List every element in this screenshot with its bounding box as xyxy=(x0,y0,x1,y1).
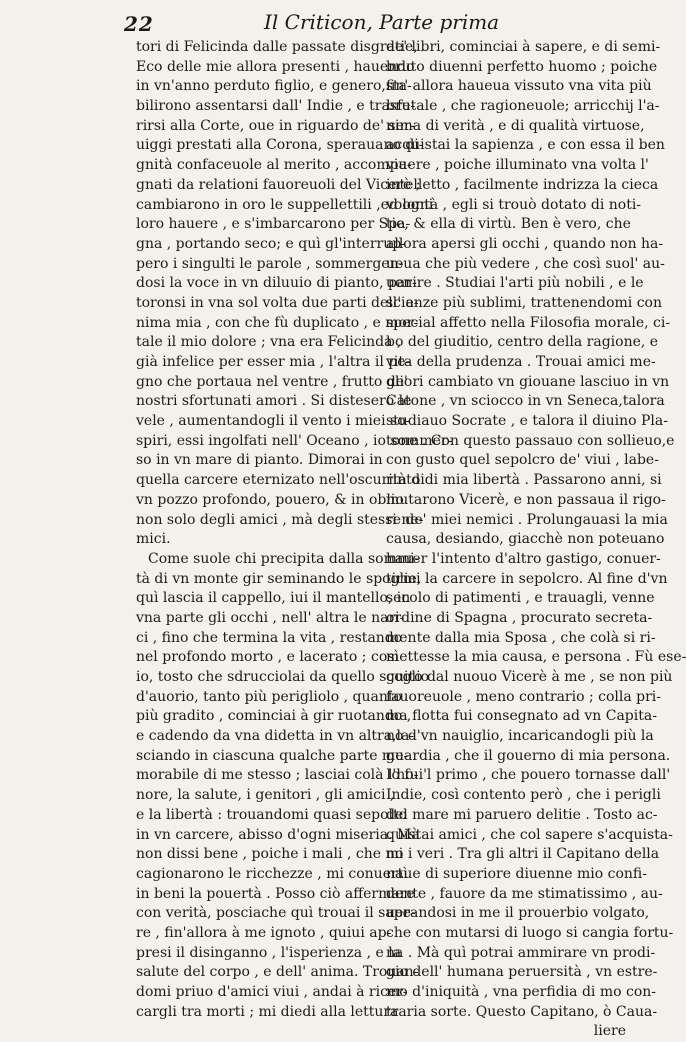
text-line: ordine di Spagna , procurato secreta- xyxy=(386,609,653,626)
text-line: intelletto , facilmente indrizza la cieca xyxy=(386,176,659,193)
text-line: gliori cambiato vn giouane lasciuo in vn xyxy=(386,373,670,390)
text-line: cargli tra morti ; mi diedi alla lettura xyxy=(136,1003,399,1020)
text-line: gnità confaceuole al merito , accompa- xyxy=(136,157,412,174)
text-line: vele , aumentandogli il vento i miei so- xyxy=(136,413,411,430)
text-line: liere xyxy=(593,1023,626,1040)
text-line: gnati da relationi fauoreuoli del Vicerè ; xyxy=(136,176,421,193)
text-line: nima di verità , e di qualità virtuose, xyxy=(386,117,645,134)
text-line: na . Mà quì potrai ammirare vn prodi- xyxy=(386,944,656,961)
page-header xyxy=(124,8,624,38)
text-line: io, tosto che sdrucciolai da quello scoglio xyxy=(136,669,429,685)
text-line: re , fin'allora à me ignoto , quiui ap- xyxy=(136,924,392,941)
text-line: rinto di mia libertà . Passarono anni, si xyxy=(386,472,662,489)
text-line: quella carcere eternizato nell'oscurità di xyxy=(136,472,425,489)
text-line: no i veri . Tra gli altri il Capitano della xyxy=(386,846,660,863)
text-line: sciando in ciascuna qualche parte me- xyxy=(136,747,409,764)
text-line: non dissi bene , poiche i mali , che mi xyxy=(136,846,404,863)
text-line: spiri, essi ingolfati nell' Oceano , io sommer- xyxy=(136,432,453,449)
text-line: in vn'anno perduto figlio, e genero,sta- xyxy=(136,78,412,95)
text-line: hauer l'intento d'altro gastigo, conuer- xyxy=(386,550,661,567)
text-line: tirmi la carcere in sepolcro. Al fine d'vn xyxy=(386,570,668,587)
text-line: re de' miei nemici . Prolungauasi la mia xyxy=(386,511,668,528)
page-number: 22 xyxy=(124,12,154,36)
text-line: tie, & ella di virtù. Ben è vero, che xyxy=(386,216,631,233)
text-line: gna , portando seco; e quì gl'interrup- xyxy=(136,235,406,252)
text-line: uerandosi in me il prouerbio volgato, xyxy=(386,905,650,922)
text-line: Come suole chi precipita dalla sommi- xyxy=(148,550,420,567)
text-line: nostri sfortunati amori . Si distesero le xyxy=(136,393,412,410)
text-line: vna parte gli occhi , nell' altra le nari- xyxy=(136,609,405,626)
text-line: toronsi in vna sol volta due parti dell' a- xyxy=(136,294,419,311)
text-line: viuere , poiche illuminato vna volta l' xyxy=(386,157,649,174)
text-line: uenire . Studiai l'arti più nobili , e le xyxy=(386,275,644,292)
text-line: fauoreuole , meno contrario ; colla pri- xyxy=(386,688,662,705)
text-line: ci , fino che termina la vita , restando xyxy=(136,629,403,646)
text-line: Indie, così contento però , che i perigli xyxy=(386,787,661,804)
text-line: in vn carcere, abisso d'ogni miseria. Mà xyxy=(136,826,420,843)
text-line: che con mutarsi di luogo si cangia fortu- xyxy=(386,924,674,941)
text-line: nel profondo morto , e lacerato ; così xyxy=(136,649,399,666)
text-line: mo d'iniquità , vna perfidia di mo con- xyxy=(386,984,657,1000)
text-line: ma flotta fui consegnato ad vn Capita- xyxy=(386,708,657,725)
text-line: studiauo Socrate , e talora il diuino Pla- xyxy=(386,413,668,430)
text-line: già infelice per esser mia , l'altra il pe- xyxy=(136,354,411,370)
text-line: vn pozzo profondo, pouero, & in oblio xyxy=(136,491,404,508)
text-line: nima mia , con che fù duplicato , e mor- xyxy=(136,314,419,331)
left-text-column xyxy=(136,38,453,1022)
text-line: tale il mio dolore ; vna era Felicinda , xyxy=(136,334,402,351)
text-line: fin' allora haueua vissuto vna vita più xyxy=(386,78,652,95)
text-line: tori di Felicinda dalle passate disgratie, xyxy=(136,39,418,55)
text-line: tà di vn monte gir seminando le spoglie, xyxy=(136,570,422,587)
text-line: mutarono Vicerè, e non passaua il rigo- xyxy=(386,491,666,508)
text-line: mici. xyxy=(136,531,171,548)
text-line: morabile di me stesso ; lasciai colà l'ho- xyxy=(136,767,419,784)
text-line: traria sorte. Questo Capitano, ò Caua- xyxy=(386,1003,658,1020)
text-line: ueua che più vedere , che così suol' au- xyxy=(386,255,665,272)
text-line: Catone , vn sciocco in vn Seneca,talora xyxy=(386,393,665,410)
text-line: brutale , che ragioneuole; arricchij l'a- xyxy=(386,98,660,115)
text-line: Io fui'l primo , che pouero tornasse dall' xyxy=(386,767,671,784)
text-line: Eco delle mie allora presenti , hauendo xyxy=(136,58,415,75)
text-line: non solo degli amici , mà degli stessi ne- xyxy=(136,511,424,528)
text-line: volontà , egli si trouò dotato di noti- xyxy=(386,196,642,213)
text-line: de' libri, cominciai à sapere, e di semi- xyxy=(386,39,661,55)
text-line: quì lascia il cappello, iui il mantello, in xyxy=(136,590,411,607)
text-line: dente , fauore da me stimatissimo , au- xyxy=(386,885,663,902)
text-line: dosi la voce in vn diluuio di pianto, par- xyxy=(136,275,417,292)
text-line: cambiarono in oro le suppellettili ,ed ogni xyxy=(136,196,434,213)
text-line: guito dal nuouo Vicerè à me , se non più xyxy=(386,669,673,685)
text-line: pero i singulti le parole , sommergen- xyxy=(136,255,404,272)
running-title: Il Criticon, Parte prima xyxy=(264,10,500,34)
text-line: causa, desiando, giacchè non poteuano xyxy=(386,531,665,548)
text-line: nore, la salute, i genitori , gli amici , xyxy=(136,787,395,804)
text-line: secolo di patimenti , e trauagli, venne xyxy=(386,590,655,607)
text-line: acquistai la sapienza , e con essa il ben xyxy=(386,137,665,154)
text-line: guardia , che il gouerno di mia persona. xyxy=(386,747,671,764)
text-line: naue di superiore diuenne mio confi- xyxy=(386,865,647,882)
text-line: quistai amici , che col sapere s'acquista- xyxy=(386,826,673,843)
text-line: cagionarono le ricchezze , mi conuertì xyxy=(136,865,408,882)
text-line: più gradito , cominciai à gir ruotando , xyxy=(136,708,412,725)
text-line: loro hauere , e s'imbarcarono per Spa- xyxy=(136,216,411,233)
right-text-column xyxy=(386,38,686,1042)
text-line: salute del corpo , e dell' anima. Trouan- xyxy=(136,964,419,981)
text-line: presi il disinganno , l'isperienza , e la xyxy=(136,944,402,961)
text-line: gno che portaua nel ventre , frutto de' xyxy=(136,373,408,390)
text-line: so in vn mare di pianto. Dimorai in xyxy=(136,452,383,469)
text-line: rirsi alla Corte, oue in riguardo de' ser- xyxy=(136,117,416,134)
text-line: e cadendo da vna didetta in vn altra,la- xyxy=(136,728,415,745)
text-line: allora apersi gli occhi , quando non ha- xyxy=(386,235,664,252)
text-line: bruto diuenni perfetto huomo ; poiche xyxy=(386,58,658,75)
text-line: scienze più sublimi, trattenendomi con xyxy=(386,294,662,311)
text-line: con verità, posciache quì trouai il sape- xyxy=(136,905,416,922)
text-line: d'auorio, tanto più perigliolo , quanto xyxy=(136,688,402,705)
text-line: domi priuo d'amici viui , andai à ricer- xyxy=(136,984,408,1000)
text-line: gio dell' humana peruersità , vn estre- xyxy=(386,964,658,981)
text-line: bilirono assentarsi dall' Indie , e trasfe- xyxy=(136,98,416,115)
text-line: del mare mi paruero delitie . Tosto ac- xyxy=(386,806,658,823)
text-line: e la libertà : trouandomi quasi sepolto xyxy=(136,806,408,823)
text-line: con gusto quel sepolcro de' viui , labe- xyxy=(386,452,659,469)
text-line: mettesse la mia causa, e persona . Fù ese- xyxy=(386,649,686,666)
text-line: no d'vn nauiglio, incaricandogli più la xyxy=(386,728,654,745)
text-line: bo del giuditio, centro della ragione, e xyxy=(386,334,659,351)
text-line: uiggi prestati alla Corona, sperauano di- xyxy=(136,137,424,154)
text-line: tone . Con questo passauo con sollieuo,e xyxy=(386,432,675,449)
text-line: special affetto nella Filosofia morale, ci- xyxy=(386,314,671,331)
text-line: mente dalla mia Sposa , che colà si ri- xyxy=(386,629,656,646)
text-line: in beni la pouertà . Posso ciò affermare xyxy=(136,885,415,902)
text-line: vita della prudenza . Trouai amici me- xyxy=(386,354,656,370)
